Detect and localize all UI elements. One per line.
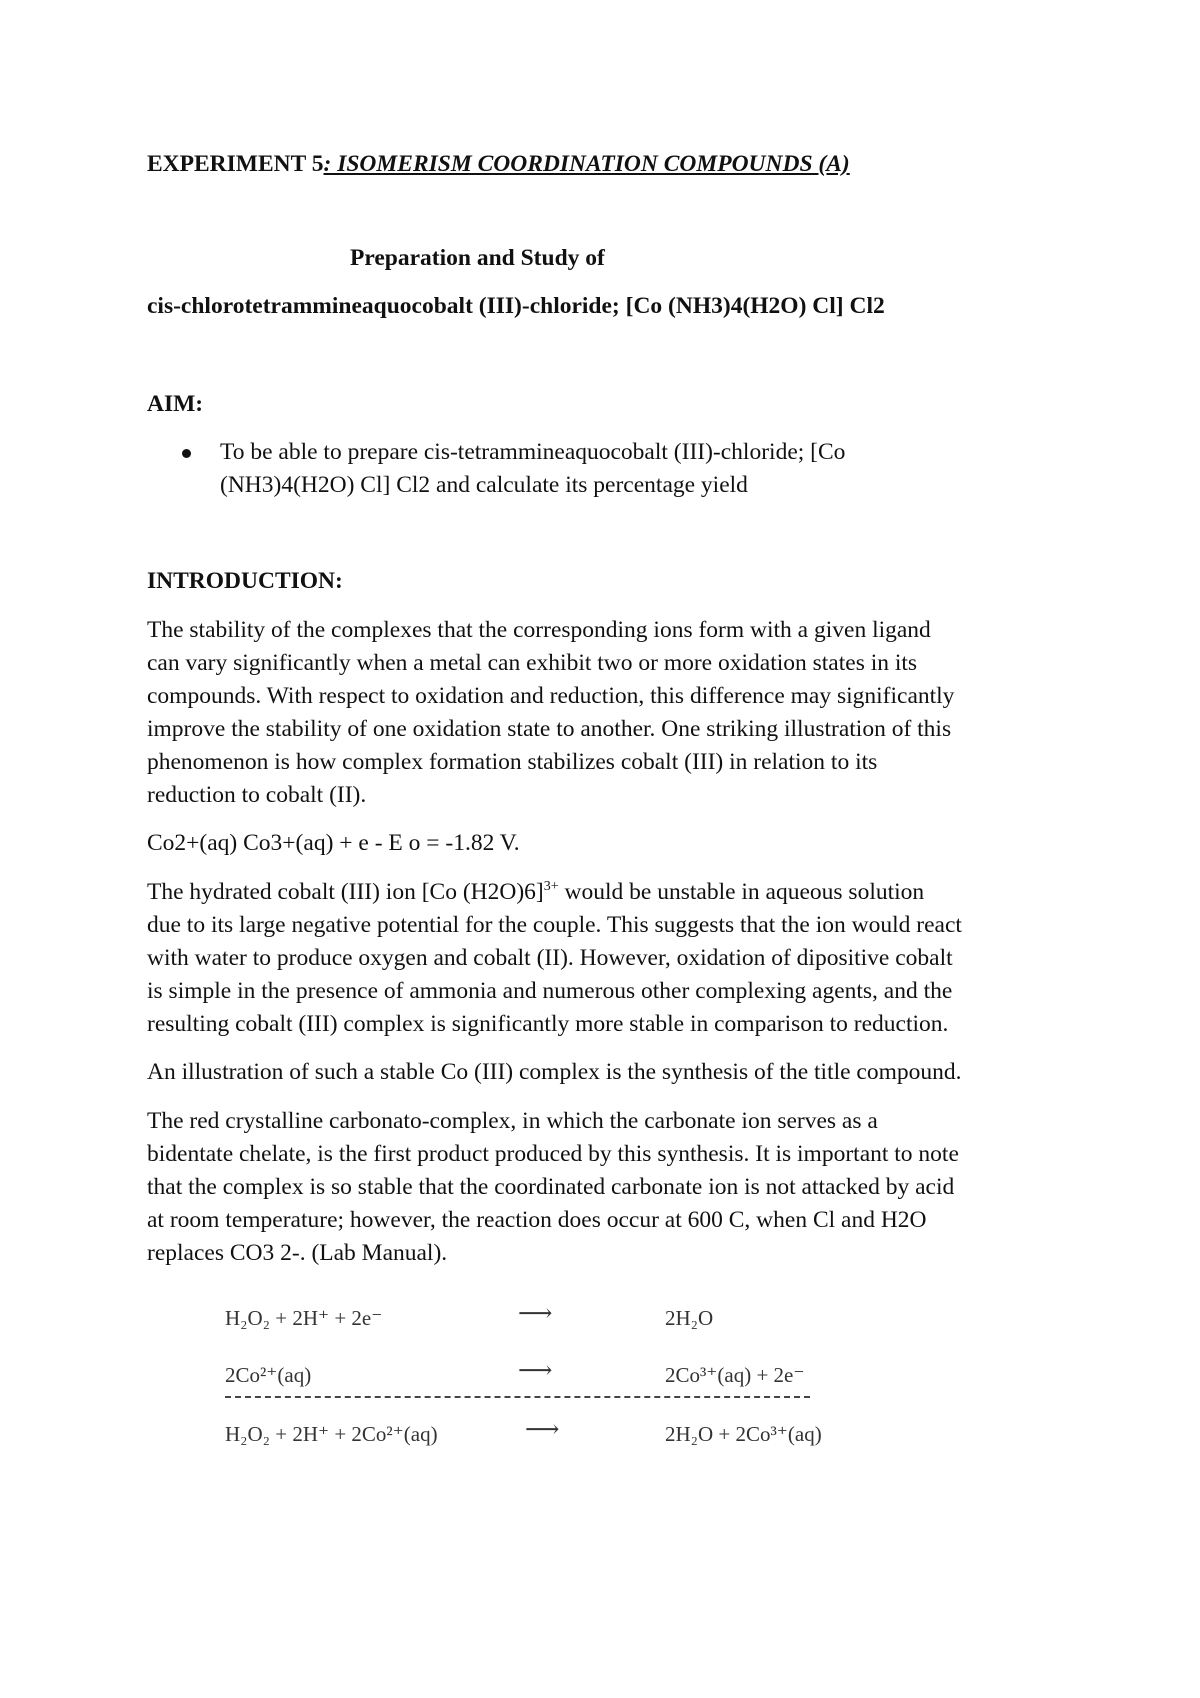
title-subtitle: : ISOMERISM COORDINATION COMPOUNDS (A) (323, 151, 850, 177)
reaction-1-right: 2H₂O (665, 1306, 714, 1330)
charge-superscript: 3+ (543, 879, 559, 894)
reaction-overall-left: H₂O₂ + 2H⁺ + 2Co²⁺(aq) (225, 1422, 438, 1446)
intro-paragraph-3: An illustration of such a stable Co (III) complex is the synthesis of the title compound. (147, 1059, 962, 1085)
paragraph-line: resulting cobalt (III) complex is significantly more stable in comparison to reduction. (147, 1011, 949, 1037)
reaction-2-right: 2Co³⁺(aq) + 2e⁻ (665, 1363, 805, 1387)
paragraph-text: The hydrated cobalt (III) ion [Co (H2O)6] (147, 879, 544, 905)
paragraph-line: The stability of the complexes that the corresponding ions form with a given ligand (147, 617, 931, 643)
bullet-icon (182, 449, 191, 458)
intro-paragraph-2 (147, 876, 1077, 1041)
paragraph-line: replaces CO3 2-. (Lab Manual). (147, 1240, 448, 1266)
subtitle-line-2: cis-chlorotetrammineaquocobalt (III)-chloride; [Co (NH3)4(H2O) Cl] Cl2 (147, 293, 885, 319)
paragraph-text: would be unstable in aqueous solution (558, 879, 925, 905)
paragraph-line: with water to produce oxygen and cobalt (II). However, oxidation of dipositive cobalt (147, 945, 953, 971)
aim-bullet-line: To be able to prepare cis-tetrammineaquocobalt (III)-chloride; [Co (220, 439, 846, 465)
introduction-heading: INTRODUCTION: (147, 568, 343, 594)
arrow-right-icon: ⟶ (518, 1358, 553, 1384)
reaction-2-left: 2Co²⁺(aq) (225, 1363, 312, 1387)
paragraph-line: can vary significantly when a metal can exhibit two or more oxidation states in its (147, 650, 918, 676)
arrow-right-icon: ⟶ (525, 1417, 560, 1443)
aim-bullet-line: (NH3)4(H2O) Cl] Cl2 and calculate its percentage yield (220, 472, 748, 498)
paragraph-line: due to its large negative potential for the couple. This suggests that the ion would react (147, 912, 962, 938)
paragraph-line: compounds. With respect to oxidation and reduction, this difference may significantly (147, 683, 955, 709)
aim-bullet-item (182, 436, 942, 502)
paragraph-line: reduction to cobalt (II). (147, 782, 367, 808)
paragraph-line: bidentate chelate, is the first product produced by this synthesis. It is important to note (147, 1141, 959, 1167)
subtitle-line-1: Preparation and Study of (350, 245, 605, 271)
redox-potential-equation: Co2+(aq) Co3+(aq) + e - E o = -1.82 V. (147, 830, 520, 856)
summation-divider (225, 1396, 810, 1398)
title-prefix: EXPERIMENT 5 (147, 151, 324, 177)
reaction-overall-right: 2H₂O + 2Co³⁺(aq) (665, 1422, 822, 1446)
paragraph-line: improve the stability of one oxidation state to another. One striking illustration of this (147, 716, 952, 742)
paragraph-line: The red crystalline carbonato-complex, in which the carbonate ion serves as a (147, 1108, 878, 1134)
paragraph-line: that the complex is so stable that the coordinated carbonate ion is not attacked by acid (147, 1174, 955, 1200)
intro-paragraph-4 (147, 1105, 1077, 1270)
arrow-right-icon: ⟶ (518, 1301, 553, 1327)
intro-paragraph-1 (147, 614, 1077, 812)
aim-heading: AIM: (147, 391, 204, 417)
experiment-title (147, 148, 850, 181)
reaction-1-left: H₂O₂ + 2H⁺ + 2e⁻ (225, 1306, 383, 1330)
paragraph-line: phenomenon is how complex formation stabilizes cobalt (III) in relation to its (147, 749, 878, 775)
paragraph-line: at room temperature; however, the reaction does occur at 600 C, when Cl and H2O (147, 1207, 927, 1233)
paragraph-line: is simple in the presence of ammonia and numerous other complexing agents, and the (147, 978, 953, 1004)
paragraph-line (147, 876, 1077, 909)
